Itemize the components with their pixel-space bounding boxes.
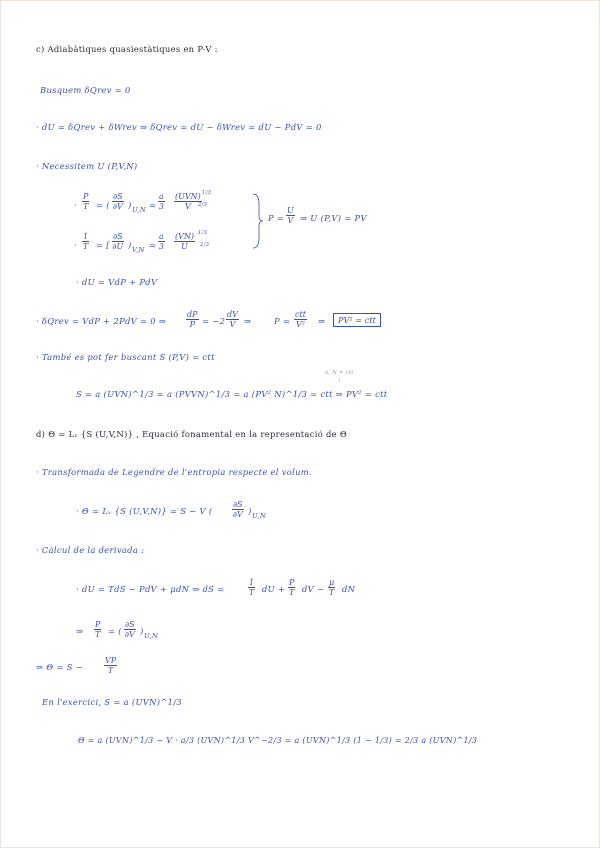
boxed-result: PV² = ctt bbox=[333, 313, 381, 327]
tambe-line: · També es pot fer buscant S (P,V) = ctt bbox=[36, 352, 215, 362]
p-over-t-line: ⇒ $\frac{P}{T}$ = ( $\frac{\partial S}{\partial V}$ ) U,N bbox=[76, 620, 159, 640]
calcul-line: · Càlcul de la derivada : bbox=[36, 545, 145, 555]
section-c-heading: c) Adiabàtiques quasiestàtiques en P-V : bbox=[36, 44, 218, 54]
transformada-line: · Transformada de Legendre de l'entropia respecte el volum. bbox=[36, 467, 312, 477]
section-d-heading: d) Θ = Lᵥ {S (U,V,N)} , Equació fonamental en la representació de Θ bbox=[36, 429, 348, 439]
du-tds-line: · dU = TdS − PdV + μdN ⇒ dS = $\frac{1}{T}$ dU + $\frac{P}{T}$ dV − $\frac{\mu}{T}$ dN bbox=[76, 578, 356, 597]
du-line: · dU = δQrev + δWrev ⇒ δQrev = dU − δWrev = dU − PdV = 0 bbox=[36, 122, 322, 132]
eq1: · $\frac{P}{T}$ = ( $\frac{\partial S}{\partial V}$ ) U,N = $\frac{a}{3}$ (UVN) V 1/3 2/3 bbox=[74, 190, 212, 214]
final-line: Θ = a (UVN)^1/3 − V · a/3 (UVN)^1/3 V^−2/3 = a (UVN)^1/3 (1 − 1/3) = 2/3 a (UVN)^1/3 bbox=[78, 736, 478, 745]
s-chain-line: S = a (UVN)^1/3 = a (PVVN)^1/3 = a (PV² N)^1/3 = ctt ⇒ PV² = ctt bbox=[76, 389, 388, 399]
necessitem-line: · Necessitem U (P,V,N) bbox=[36, 161, 138, 171]
theta-def: · Θ = Lᵥ {S (U,V,N)} = S − V ( $\frac{\partial S}{\partial V}$ ) U,N bbox=[76, 500, 267, 520]
brace-result: P = $\frac{U}{V}$ ⇒ U (P,V) = PV bbox=[268, 206, 367, 225]
annotation: a, N = ctt bbox=[325, 370, 354, 376]
du-pv-line: · dU = VdP + PdV bbox=[76, 277, 158, 287]
theta-result-line: ⇒ Θ = S − $\frac{VP}{T}$ bbox=[36, 656, 117, 675]
exercici-line: En l'exercici, S = a (UVN)^1/3 bbox=[42, 697, 183, 707]
brace bbox=[250, 192, 264, 250]
dqrev-line: · δQrev = VdP + 2PdV = 0 ⇒ $\frac{dP}{P}$ = −2 $\frac{dV}{V}$ ⇒ P = ctt V² ⇒ bbox=[36, 310, 326, 329]
busquem-line: Busquem δQrev = 0 bbox=[40, 85, 131, 95]
annotation-arrow: ↓ bbox=[337, 378, 342, 384]
eq2: · $\frac{1}{T}$ = [ $\frac{\partial S}{\partial U}$ ) V,N = $\frac{a}{3}$ $\frac{(VN)}{U}$ 1/3 2/3 bbox=[74, 230, 210, 254]
